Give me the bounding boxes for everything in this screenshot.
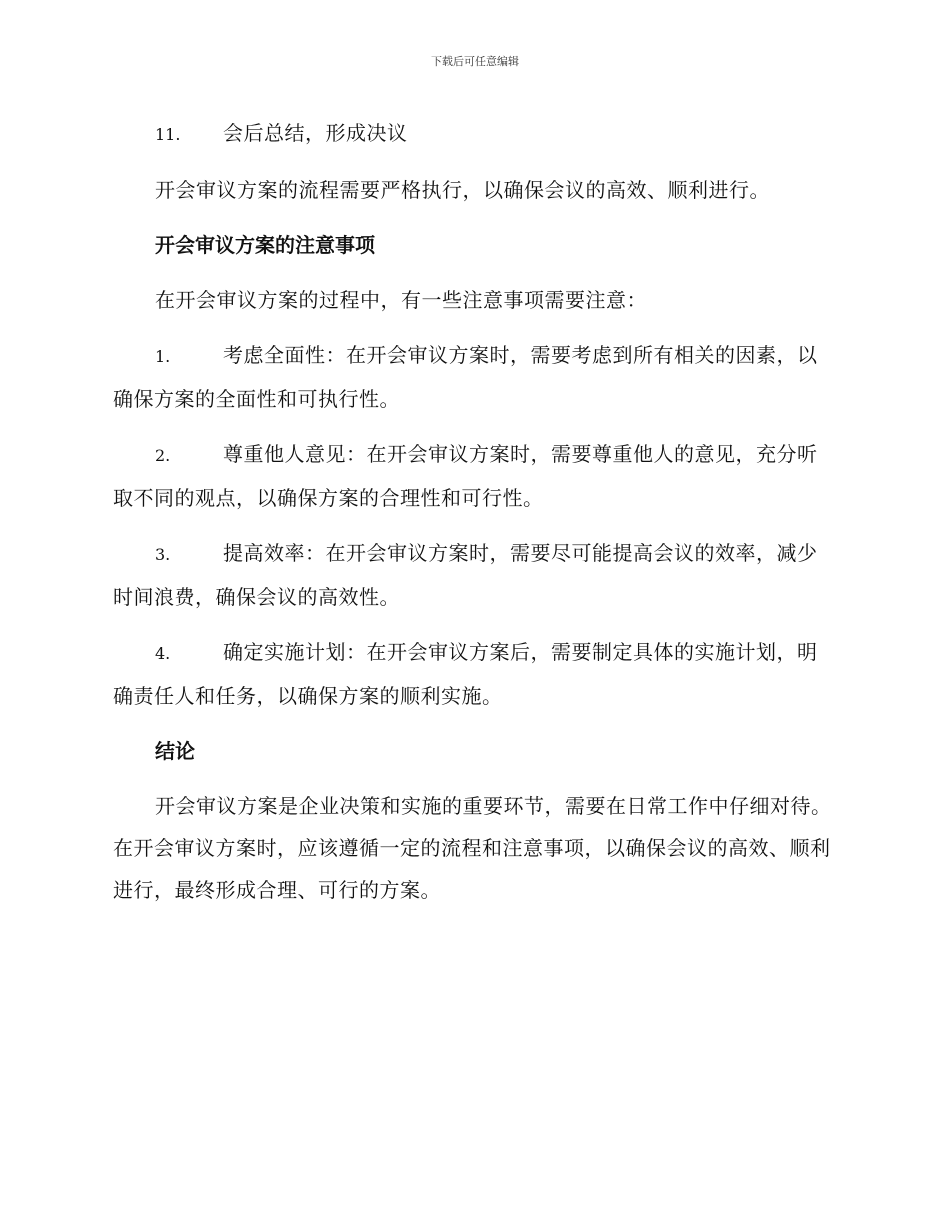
list-text: 考虑全面性：在开会审议方案时，需要考虑到所有相关的因素，以确保方案的全面性和可执行性。	[113, 343, 818, 411]
list-text: 确定实施计划：在开会审议方案后，需要制定具体的实施计划，明确责任人和任务，以确保方案的顺利实施。	[113, 640, 818, 708]
note-item-2	[113, 433, 835, 519]
list-number: 4.	[155, 644, 171, 663]
note-item-4	[113, 631, 835, 717]
notes-intro-paragraph: 在开会审议方案的过程中，有一些注意事项需要注意：	[155, 288, 647, 312]
note-item-3	[113, 532, 835, 618]
list-item-11	[113, 112, 835, 156]
list-text: 提高效率：在开会审议方案时，需要尽可能提高会议的效率，减少时间浪费，确保会议的高效性。	[113, 541, 818, 609]
list-number: 3.	[155, 545, 171, 564]
notes-heading: 开会审议方案的注意事项	[155, 233, 375, 257]
list-number: 1.	[155, 347, 171, 366]
list-text: 尊重他人意见：在开会审议方案时，需要尊重他人的意见，充分听取不同的观点，以确保方案的合理性和可行性。	[113, 442, 818, 510]
conclusion-heading: 结论	[155, 739, 195, 763]
page-header: 下载后可任意编辑	[431, 55, 519, 68]
conclusion-paragraph: 开会审议方案是企业决策和实施的重要环节，需要在日常工作中仔细对待。在开会审议方案时，应该遵循一定的流程和注意事项，以确保会议的高效、顺利进行，最终形成合理、可行的方案。	[113, 794, 832, 902]
note-item-1	[113, 334, 835, 420]
process-note-paragraph: 开会审议方案的流程需要严格执行，以确保会议的高效、顺利进行。	[155, 178, 770, 202]
list-text: 会后总结，形成决议	[223, 121, 408, 145]
list-number: 11.	[155, 125, 181, 144]
list-number: 2.	[155, 446, 171, 465]
document-body	[113, 112, 835, 924]
